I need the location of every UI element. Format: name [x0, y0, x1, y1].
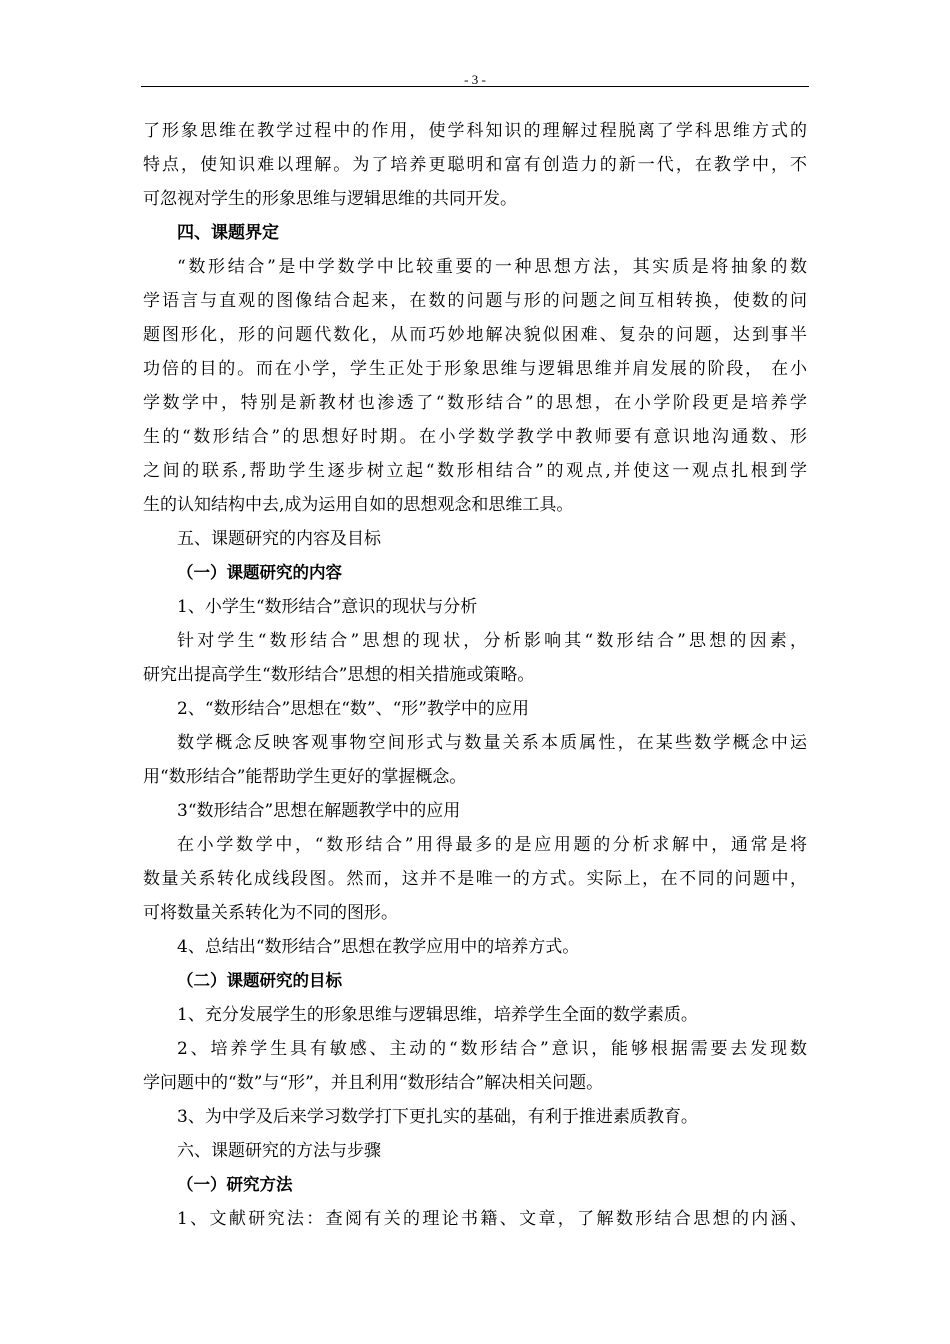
text-line: 功倍的目的。而在小学，学生正处于形象思维与逻辑思维并肩发展的阶段， 在小: [143, 359, 807, 379]
text-line: 了形象思维在教学过程中的作用，使学科知识的理解过程脱离了学科思维方式的: [143, 121, 807, 141]
text-line: 3、为中学及后来学习数学打下更扎实的基础，有利于推进素质教育。: [177, 1107, 698, 1127]
text-line: “数形结合”是中学数学中比较重要的一种思想方法，其实质是将抽象的数: [177, 257, 807, 277]
document-body: [143, 114, 807, 1236]
text-line: 可忽视对学生的形象思维与逻辑思维的共同开发。: [143, 189, 517, 209]
text-line: 可将数量关系转化为不同的图形。: [143, 903, 398, 923]
text-line: 1、文献研究法：查阅有关的理论书籍、文章，了解数形结合思想的内涵、: [177, 1209, 807, 1229]
text-line: 学问题中的“数”与“形”，并且利用“数形结合”解决相关问题。: [143, 1073, 604, 1093]
text-line: 特点，使知识难以理解。为了培养更聪明和富有创造力的新一代，在教学中，不: [143, 155, 807, 175]
text-line: 在小学数学中，“数形结合”用得最多的是应用题的分析求解中，通常是将: [177, 835, 807, 855]
text-line: 4、总结出“数形结合”思想在教学应用中的培养方式。: [177, 937, 580, 957]
text-line: 2、“数形结合”思想在“数”、“形”教学中的应用: [177, 699, 529, 719]
text-line: 生的“数形结合”的思想好时期。在小学数学教学中教师要有意识地沟通数、形: [143, 427, 807, 447]
text-line: 学数学中，特别是新教材也渗透了“数形结合”的思想，在小学阶段更是培养学: [143, 393, 807, 413]
text-line: 1、充分发展学生的形象思维与逻辑思维，培养学生全面的数学素质。: [177, 1005, 698, 1025]
section-heading: （二）课题研究的目标: [177, 971, 342, 990]
section-heading: （一）课题研究的内容: [177, 563, 342, 582]
text-line: 六、课题研究的方法与步骤: [177, 1141, 381, 1161]
section-heading: （一）研究方法: [177, 1175, 293, 1194]
text-line: 之间的联系,帮助学生逐步树立起“数形相结合”的观点,并使这一观点扎根到学: [143, 461, 807, 481]
text-line: 数量关系转化成线段图。然而，这并不是唯一的方式。实际上，在不同的问题中，: [143, 869, 807, 889]
text-line: 学语言与直观的图像结合起来，在数的问题与形的问题之间互相转换，使数的问: [143, 291, 807, 311]
text-line: 五、课题研究的内容及目标: [177, 529, 381, 549]
section-heading: 四、课题界定: [177, 223, 279, 243]
page-number: - 3 -: [464, 72, 486, 87]
text-line: 研究出提高学生“数形结合”思想的相关措施或策略。: [143, 665, 535, 685]
text-line: 1、小学生“数形结合”意识的现状与分析: [177, 597, 478, 617]
text-line: 2、培养学生具有敏感、主动的“数形结合”意识，能够根据需要去发现数: [177, 1039, 807, 1059]
header-divider: [141, 86, 809, 87]
text-line: 题图形化，形的问题代数化，从而巧妙地解决貌似困难、复杂的问题，达到事半: [143, 325, 807, 345]
text-line: 生的认知结构中去,成为运用自如的思想观念和思维工具。: [143, 495, 574, 515]
text-line: 数学概念反映客观事物空间形式与数量关系本质属性，在某些数学概念中运: [177, 733, 807, 753]
text-line: 3“数形结合”思想在解题教学中的应用: [177, 801, 461, 821]
text-line: 用“数形结合”能帮助学生更好的掌握概念。: [143, 767, 467, 787]
text-line: 针对学生“数形结合”思想的现状，分析影响其“数形结合”思想的因素，: [177, 631, 807, 651]
